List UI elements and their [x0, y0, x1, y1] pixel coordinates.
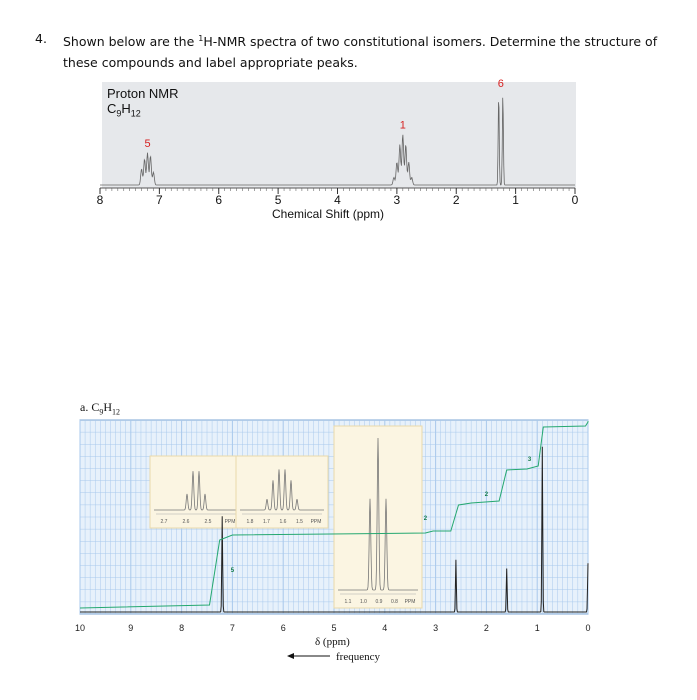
chart2-integration-label: 2 [423, 516, 428, 522]
chart1-integration-label: 6 [497, 78, 504, 90]
chart2-tick-label: 1 [534, 623, 540, 633]
chart1-group [97, 78, 579, 207]
chart2-integration-label: 5 [230, 568, 235, 574]
chart1-title: Proton NMR [107, 86, 179, 101]
chart2-inset-tick-label: 1.7 [263, 519, 270, 525]
chart2-group [75, 420, 591, 659]
chart2-frequency-arrowhead [287, 653, 294, 659]
chart1-tick-label: 3 [393, 193, 401, 207]
chart2-inset-tick-label: 0.8 [391, 599, 398, 605]
chart2-inset-tick-label: PPM [310, 519, 322, 525]
chart2-inset-tick-label: PPM [404, 599, 416, 605]
chart1-spectrum-line [100, 98, 575, 185]
chart1-tick-label: 0 [571, 193, 579, 207]
chart1-tick-label: 5 [274, 193, 282, 207]
chart1-tick-label: 2 [452, 193, 460, 207]
chart2-inset-tick-label: 2.6 [182, 519, 190, 525]
chart2-tick-label: 10 [74, 623, 86, 633]
chart1-integration-label: 1 [399, 119, 406, 132]
chart1-tick-label: 7 [156, 193, 163, 207]
chart2-inset-tick-label: 1.0 [360, 599, 367, 605]
chart2-inset-tick-label: 0.9 [375, 599, 383, 605]
chart2-inset-tick-label: 2.5 [204, 519, 212, 525]
question-text-part1: Shown below are the [63, 34, 199, 50]
chart2-tick-label: 4 [382, 623, 388, 633]
chart2-tick-label: 8 [179, 623, 185, 633]
chart2-integration-label: 3 [527, 457, 532, 463]
chart2-inset-tick-label: 2.7 [160, 519, 168, 525]
chart2-arrow-label: frequency [336, 651, 380, 663]
chart1-formula: $C_9H_{12}$ [107, 101, 141, 119]
chart2-tick-label: 3 [433, 623, 439, 633]
chart2-tick-label: 0 [585, 623, 591, 633]
chart2-inset-tick-label: 1.6 [279, 519, 287, 525]
chart2-tick-label: 5 [331, 623, 337, 633]
chart2-inset-box [236, 456, 328, 528]
chart1-tick-label: 8 [96, 193, 104, 207]
question-text-part2: H-NMR spectra of two constitutional isomers. Determine the structure of these compounds and label appropriate peaks. [63, 34, 658, 71]
question-number: 4. [35, 31, 47, 46]
chart2-tick-label: 6 [280, 623, 286, 633]
chart2-tick-label: 7 [229, 623, 235, 633]
chart2-title: a. $C_9H_{12}$ [80, 400, 121, 417]
chart1-tick-label: 1 [512, 193, 519, 207]
chart2-inset-box [150, 456, 242, 528]
chart2-tick-label: 2 [483, 623, 489, 633]
chart1-tick-label: 6 [215, 193, 223, 207]
chart2-inset-tick-label: 1.8 [246, 519, 254, 525]
chart2-inset-tick-label: PPM [224, 519, 236, 525]
chart2-inset-tick-label: 1.1 [344, 599, 352, 605]
chart1-tick-label: 4 [334, 193, 341, 207]
chart1-xlabel: Chemical Shift (ppm) [272, 207, 385, 221]
chart2-integration-label: 2 [484, 492, 489, 498]
chart1-integration-label: 5 [144, 137, 151, 150]
chart2-xlabel: δ (ppm) [315, 636, 350, 648]
chart2-inset-tick-label: 1.5 [296, 519, 303, 525]
chart2-tick-label: 9 [128, 623, 134, 633]
superscript-1: 1 [198, 34, 204, 43]
